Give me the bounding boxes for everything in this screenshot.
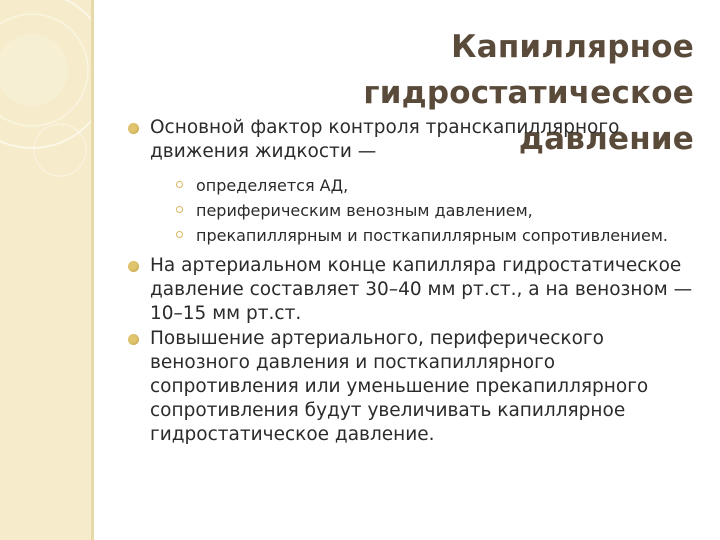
sub-list: [150, 173, 706, 248]
bullet-text: Основной фактор контроля транскапиллярного движения жидкости —: [150, 117, 620, 162]
ring-bullet-icon: [176, 231, 183, 238]
sub-list-item: [150, 173, 706, 198]
slide-content: [126, 116, 706, 447]
bullet-dot-icon: [128, 261, 139, 272]
bullet-dot-icon: [128, 334, 139, 345]
bullet-dot-icon: [128, 123, 139, 134]
bullet-item: [126, 254, 706, 326]
bullet-item: [126, 116, 706, 248]
decorative-side-panel: [0, 0, 94, 540]
bullet-text: На артериальном конце капилляра гидростатическое давление составляет 30–40 мм рт.ст., а на венозном — 10–15 мм рт.ст.: [150, 255, 693, 324]
sub-list-item: [150, 198, 706, 223]
bullet-text: Повышение артериального, периферического венозного давления и посткапиллярного сопротивления или уменьшение прекапиллярного сопротивления будут увеличивать капиллярное гидростатическое давление.: [150, 328, 649, 445]
title-line-1: Капиллярное гидростатическое: [363, 29, 694, 111]
decorative-circles: [0, 0, 94, 540]
ring-bullet-icon: [176, 181, 183, 188]
bullet-item: [126, 327, 706, 447]
sub-list-item: [150, 223, 706, 248]
ring-bullet-icon: [176, 206, 183, 213]
sub-item-text: прекапиллярным и посткапиллярным сопротивлением.: [196, 226, 669, 245]
title-line-2: давление: [518, 121, 694, 157]
sub-item-text: определяется АД,: [196, 176, 349, 195]
sub-item-text: периферическим венозным давлением,: [196, 201, 533, 220]
